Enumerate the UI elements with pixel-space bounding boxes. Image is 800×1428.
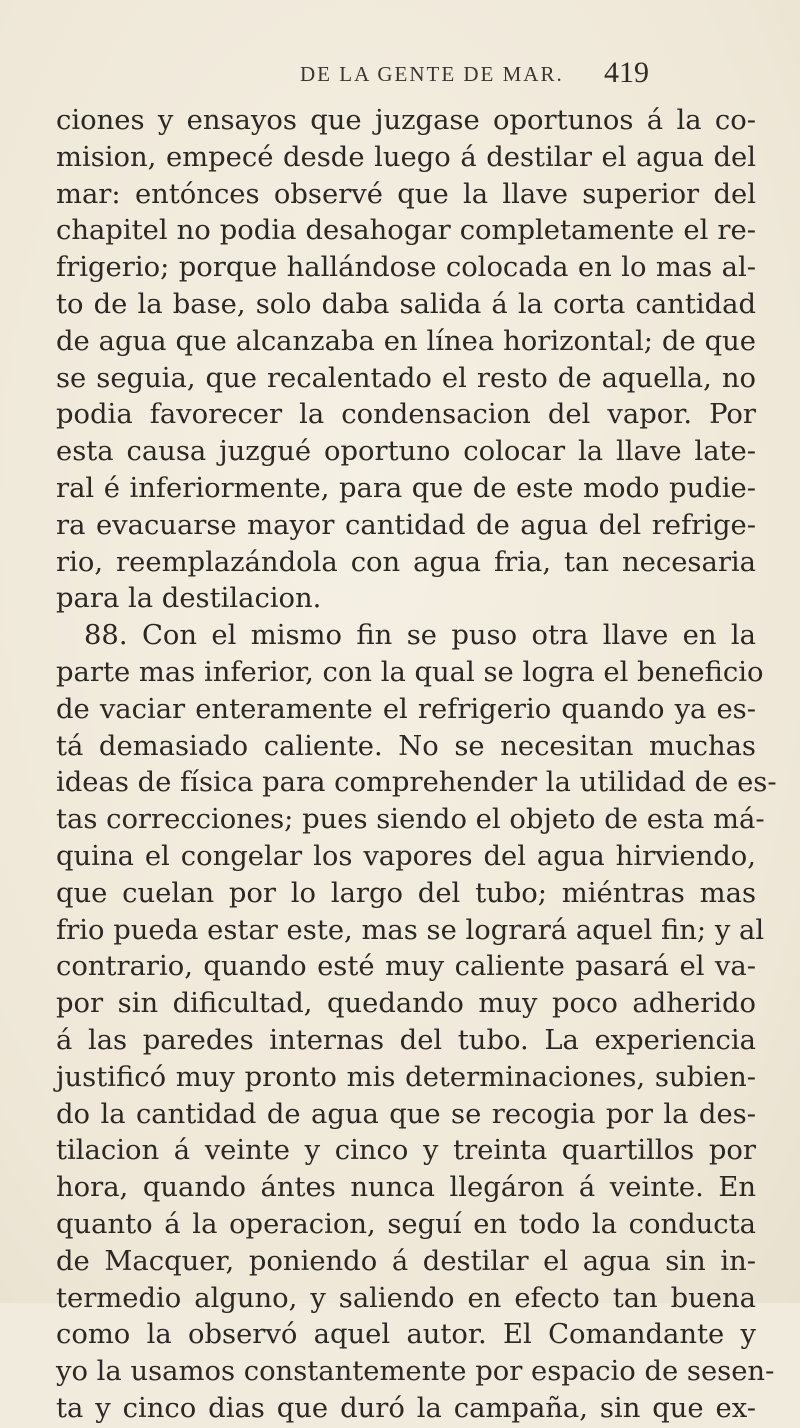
text-line: para la destilacion. [56,583,322,615]
text-line: ciones y ensayos que juzgase oportunos á la co- [56,105,756,136]
text-line: mar: entónces observé que la llave superior del [56,178,756,210]
paragraph-start-line: 88. Con el mismo fin se puso otra llave en la [84,620,756,652]
text-line: ral é inferiormente, para que de este modo pudie- [56,472,756,504]
text-line: tilacion á veinte y cinco y treinta quartillos por [56,1135,756,1167]
text-line: por sin dificultad, quedando muy poco adherido [56,988,756,1020]
text-line: ra evacuarse mayor cantidad de agua del refrige- [56,509,756,541]
text-line: chapitel no podia desahogar completamente el re- [56,215,756,247]
text-line: hora, quando ántes nunca llegáron á veinte. En [56,1172,756,1204]
text-line: contrario, quando esté muy caliente pasará el va- [56,951,756,983]
text-line: yo la usamos constantemente por espacio de sesen- [56,1356,775,1388]
text-line: do la cantidad de agua que se recogia por la des- [56,1098,756,1130]
text-line: rio, reemplazándola con agua fria, tan necesaria [56,546,756,578]
running-head [0,56,800,100]
text-line: ideas de física para comprehender la utilidad de es- [56,767,777,799]
text-line: ta y cinco dias que duró la campaña, sin que ex- [56,1392,756,1424]
text-line: de Macquer, poniendo á destilar el agua sin in- [56,1245,756,1277]
text-line: mision, empecé desde luego á destilar el agua del [56,141,756,173]
text-line: podia favorecer la condensacion del vapor. Por [56,399,756,431]
text-line: quina el congelar los vapores del agua hirviendo, [56,840,756,872]
text-line: termedio alguno, y saliendo en efecto tan buena [56,1282,756,1314]
text-line: frigerio; porque hallándose colocada en lo mas al- [56,252,756,284]
running-head-title: DE LA GENTE DE MAR. [300,62,564,86]
text-line: to de la base, solo daba salida á la corta cantidad [56,288,756,320]
body-text [56,103,777,1428]
text-line: de vaciar enteramente el refrigerio quando ya es- [56,693,756,725]
text-line: tá demasiado caliente. No se necesitan muchas [56,730,756,762]
text-line: justificó muy pronto mis determinaciones, subien- [56,1061,756,1093]
text-line: se seguia, que recalentado el resto de aquella, no [56,362,756,394]
text-line: como la observó aquel autor. El Comandante y [56,1319,756,1351]
text-line: quanto á la operacion, seguí en todo la conducta [56,1208,756,1240]
text-line: frio pueda estar este, mas se logrará aquel fin; y al [56,914,765,946]
text-line: de agua que alcanzaba en línea horizontal; de que [56,325,756,357]
text-line: parte mas inferior, con la qual se logra el beneficio [56,656,764,688]
text-line: á las paredes internas del tubo. La experiencia [56,1024,756,1056]
text-line: que cuelan por lo largo del tubo; miéntras mas [56,877,756,909]
text-line: tas correcciones; pues siendo el objeto de esta má- [56,804,765,836]
text-line: esta causa juzgué oportuno colocar la llave late- [56,436,756,468]
page-number: 419 [604,56,649,89]
